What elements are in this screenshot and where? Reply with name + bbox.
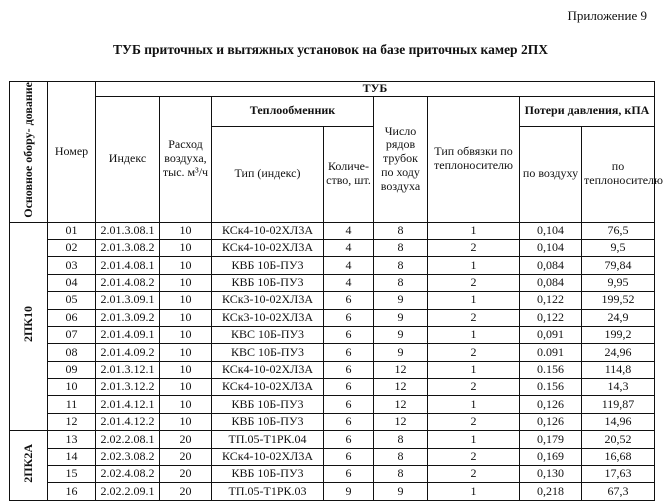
header-index: Индекс xyxy=(96,96,160,222)
table-row xyxy=(10,361,655,378)
cell-quantity: 6 xyxy=(324,292,374,309)
cell-quantity: 6 xyxy=(324,309,374,326)
cell-piping-type: 2 xyxy=(428,448,520,465)
cell-quantity: 9 xyxy=(324,483,374,501)
cell-index: 2.01.4.08.1 xyxy=(96,257,160,274)
table-row xyxy=(10,257,655,274)
cell-type-index: КСк4-10-02ХЛ3А xyxy=(212,361,324,378)
cell-air-flow: 10 xyxy=(160,239,212,256)
cell-piping-type: 1 xyxy=(428,361,520,378)
cell-loss-air: 0,122 xyxy=(520,309,582,326)
equipment-cell xyxy=(10,222,48,431)
table-row xyxy=(10,239,655,256)
cell-tube-rows: 12 xyxy=(374,413,428,430)
header-equipment: Основное обору- дование xyxy=(10,82,48,223)
cell-index: 2.01.3.08.1 xyxy=(96,222,160,239)
cell-number: 06 xyxy=(48,309,96,326)
document-title: ТУБ приточных и вытяжных установок на базе приточных камер 2ПХ xyxy=(113,42,548,57)
cell-quantity: 6 xyxy=(324,431,374,448)
cell-loss-air: 0,104 xyxy=(520,222,582,239)
cell-index: 2.01.3.09.2 xyxy=(96,309,160,326)
cell-number: 09 xyxy=(48,361,96,378)
cell-number: 03 xyxy=(48,257,96,274)
cell-air-flow: 10 xyxy=(160,326,212,343)
cell-air-flow: 10 xyxy=(160,257,212,274)
cell-air-flow: 10 xyxy=(160,396,212,413)
cell-number: 02 xyxy=(48,239,96,256)
cell-piping-type: 1 xyxy=(428,292,520,309)
cell-tube-rows: 8 xyxy=(374,274,428,291)
cell-type-index: КСк4-10-02ХЛ3А xyxy=(212,379,324,396)
cell-loss-air: 0,169 xyxy=(520,448,582,465)
cell-number: 05 xyxy=(48,292,96,309)
cell-air-flow: 20 xyxy=(160,431,212,448)
cell-type-index: КВБ 10Б-ПУ3 xyxy=(212,274,324,291)
header-pressure-loss: Потери давления, кПА xyxy=(520,96,655,126)
cell-air-flow: 20 xyxy=(160,466,212,483)
cell-air-flow: 10 xyxy=(160,222,212,239)
cell-number: 08 xyxy=(48,344,96,361)
cell-piping-type: 2 xyxy=(428,344,520,361)
table-row xyxy=(10,413,655,430)
cell-loss-coolant: 199,52 xyxy=(582,292,655,309)
cell-tube-rows: 8 xyxy=(374,239,428,256)
cell-loss-coolant: 14,3 xyxy=(582,379,655,396)
cell-quantity: 6 xyxy=(324,448,374,465)
table-row xyxy=(10,274,655,291)
cell-piping-type: 2 xyxy=(428,466,520,483)
cell-piping-type: 2 xyxy=(428,274,520,291)
cell-piping-type: 1 xyxy=(428,326,520,343)
cell-index: 2.01.3.09.1 xyxy=(96,292,160,309)
cell-air-flow: 20 xyxy=(160,483,212,501)
cell-index: 2.01.4.12.2 xyxy=(96,413,160,430)
equipment-cell xyxy=(10,431,48,501)
cell-tube-rows: 8 xyxy=(374,431,428,448)
cell-quantity: 6 xyxy=(324,326,374,343)
cell-loss-air: 0,091 xyxy=(520,326,582,343)
cell-tube-rows: 9 xyxy=(374,309,428,326)
cell-type-index: КСк4-10-02ХЛ3А xyxy=(212,448,324,465)
equipment-label: 2ПК10 xyxy=(20,306,35,343)
cell-type-index: ТП.05-Т1РК.04 xyxy=(212,431,324,448)
cell-tube-rows: 9 xyxy=(374,292,428,309)
cell-loss-coolant: 67,3 xyxy=(582,483,655,501)
cell-index: 2.02.3.08.2 xyxy=(96,448,160,465)
cell-air-flow: 20 xyxy=(160,448,212,465)
cell-loss-coolant: 14,96 xyxy=(582,413,655,430)
cell-piping-type: 1 xyxy=(428,396,520,413)
cell-quantity: 4 xyxy=(324,274,374,291)
cell-quantity: 6 xyxy=(324,344,374,361)
cell-type-index: КВБ 10Б-ПУ3 xyxy=(212,257,324,274)
cell-piping-type: 1 xyxy=(428,483,520,501)
cell-air-flow: 10 xyxy=(160,361,212,378)
cell-loss-air: 0,126 xyxy=(520,396,582,413)
table-row xyxy=(10,483,655,501)
header-by-coolant: по теплоносителю xyxy=(582,126,655,222)
cell-tube-rows: 12 xyxy=(374,361,428,378)
table-row xyxy=(10,222,655,239)
header-piping-type: Тип обвязки по теплоносителю xyxy=(428,96,520,222)
table-row xyxy=(10,396,655,413)
cell-air-flow: 10 xyxy=(160,309,212,326)
cell-air-flow: 10 xyxy=(160,413,212,430)
cell-loss-air: 0,084 xyxy=(520,257,582,274)
header-type-index: Тип (индекс) xyxy=(212,126,324,222)
cell-index: 2.01.3.12.1 xyxy=(96,361,160,378)
cell-quantity: 4 xyxy=(324,239,374,256)
cell-type-index: ТП.05-Т1РК.03 xyxy=(212,483,324,501)
cell-number: 10 xyxy=(48,379,96,396)
cell-piping-type: 1 xyxy=(428,431,520,448)
table-row xyxy=(10,309,655,326)
table-row xyxy=(10,344,655,361)
cell-type-index: КВС 10Б-ПУ3 xyxy=(212,326,324,343)
cell-loss-coolant: 79,84 xyxy=(582,257,655,274)
cell-loss-air: 0.091 xyxy=(520,344,582,361)
cell-number: 01 xyxy=(48,222,96,239)
cell-tube-rows: 12 xyxy=(374,396,428,413)
cell-loss-air: 0,126 xyxy=(520,413,582,430)
cell-piping-type: 2 xyxy=(428,413,520,430)
table-row xyxy=(10,292,655,309)
cell-number: 12 xyxy=(48,413,96,430)
header-tube-rows: Число рядов трубок по ходу воздуха xyxy=(374,96,428,222)
cell-piping-type: 2 xyxy=(428,239,520,256)
cell-loss-coolant: 199,2 xyxy=(582,326,655,343)
cell-tube-rows: 8 xyxy=(374,222,428,239)
cell-number: 04 xyxy=(48,274,96,291)
cell-type-index: КСк4-10-02ХЛ3А xyxy=(212,239,324,256)
cell-number: 14 xyxy=(48,448,96,465)
cell-index: 2.01.4.12.1 xyxy=(96,396,160,413)
cell-index: 2.01.4.09.2 xyxy=(96,344,160,361)
cell-air-flow: 10 xyxy=(160,379,212,396)
cell-loss-air: 0,104 xyxy=(520,239,582,256)
header-air-flow: Расход воздуха, тыс. м³/ч xyxy=(160,96,212,222)
cell-tube-rows: 8 xyxy=(374,448,428,465)
header-heat-exchanger: Теплообменник xyxy=(212,96,374,126)
cell-loss-air: 0.156 xyxy=(520,379,582,396)
cell-tube-rows: 9 xyxy=(374,344,428,361)
cell-number: 07 xyxy=(48,326,96,343)
appendix-label: Приложение 9 xyxy=(567,8,647,23)
cell-quantity: 6 xyxy=(324,361,374,378)
cell-loss-coolant: 24,9 xyxy=(582,309,655,326)
cell-type-index: КСк3-10-02ХЛ3А xyxy=(212,309,324,326)
cell-tube-rows: 9 xyxy=(374,326,428,343)
cell-piping-type: 2 xyxy=(428,379,520,396)
cell-tube-rows: 9 xyxy=(374,483,428,501)
cell-loss-air: 0,130 xyxy=(520,466,582,483)
cell-loss-coolant: 20,52 xyxy=(582,431,655,448)
cell-tube-rows: 8 xyxy=(374,466,428,483)
cell-loss-coolant: 24,96 xyxy=(582,344,655,361)
cell-loss-coolant: 9,5 xyxy=(582,239,655,256)
cell-index: 2.01.3.08.2 xyxy=(96,239,160,256)
cell-type-index: КСк3-10-02ХЛ3А xyxy=(212,292,324,309)
cell-piping-type: 1 xyxy=(428,257,520,274)
cell-tube-rows: 8 xyxy=(374,257,428,274)
cell-index: 2.01.4.09.1 xyxy=(96,326,160,343)
cell-loss-coolant: 9,95 xyxy=(582,274,655,291)
cell-index: 2.01.4.08.2 xyxy=(96,274,160,291)
table-row xyxy=(10,431,655,448)
tub-table xyxy=(9,81,663,501)
table-row xyxy=(10,379,655,396)
cell-quantity: 6 xyxy=(324,379,374,396)
cell-quantity: 6 xyxy=(324,413,374,430)
cell-loss-air: 0,122 xyxy=(520,292,582,309)
cell-quantity: 4 xyxy=(324,222,374,239)
cell-loss-coolant: 119,87 xyxy=(582,396,655,413)
header-quantity: Количе- ство, шт. xyxy=(324,126,374,222)
header-tub: ТУБ xyxy=(96,82,655,97)
table-body xyxy=(10,222,655,500)
cell-air-flow: 10 xyxy=(160,292,212,309)
cell-piping-type: 2 xyxy=(428,309,520,326)
equipment-label: 2ПК2А xyxy=(20,444,35,484)
cell-tube-rows: 12 xyxy=(374,379,428,396)
table-row xyxy=(10,466,655,483)
cell-piping-type: 1 xyxy=(428,222,520,239)
header-number: Номер xyxy=(48,82,96,223)
cell-loss-coolant: 76,5 xyxy=(582,222,655,239)
cell-type-index: КВБ 10Б-ПУ3 xyxy=(212,413,324,430)
cell-index: 2.01.3.12.2 xyxy=(96,379,160,396)
cell-loss-coolant: 17,63 xyxy=(582,466,655,483)
cell-quantity: 6 xyxy=(324,396,374,413)
cell-quantity: 4 xyxy=(324,257,374,274)
cell-loss-air: 0,179 xyxy=(520,431,582,448)
cell-number: 16 xyxy=(48,483,96,501)
cell-loss-air: 0.156 xyxy=(520,361,582,378)
cell-air-flow: 10 xyxy=(160,274,212,291)
cell-type-index: КВС 10Б-ПУ3 xyxy=(212,344,324,361)
cell-type-index: КСк4-10-02ХЛ3А xyxy=(212,222,324,239)
cell-type-index: КВБ 10Б-ПУ3 xyxy=(212,396,324,413)
cell-air-flow: 10 xyxy=(160,344,212,361)
cell-number: 13 xyxy=(48,431,96,448)
cell-loss-coolant: 16,68 xyxy=(582,448,655,465)
cell-index: 2.02.4.08.2 xyxy=(96,466,160,483)
cell-loss-air: 0,218 xyxy=(520,483,582,501)
header-by-air: по воздуху xyxy=(520,126,582,222)
cell-number: 11 xyxy=(48,396,96,413)
table-row xyxy=(10,326,655,343)
cell-index: 2.02.2.08.1 xyxy=(96,431,160,448)
cell-quantity: 6 xyxy=(324,466,374,483)
cell-index: 2.02.2.09.1 xyxy=(96,483,160,501)
cell-loss-air: 0,084 xyxy=(520,274,582,291)
table-row xyxy=(10,448,655,465)
cell-loss-coolant: 114,8 xyxy=(582,361,655,378)
cell-number: 15 xyxy=(48,466,96,483)
cell-type-index: КВБ 10Б-ПУ3 xyxy=(212,466,324,483)
